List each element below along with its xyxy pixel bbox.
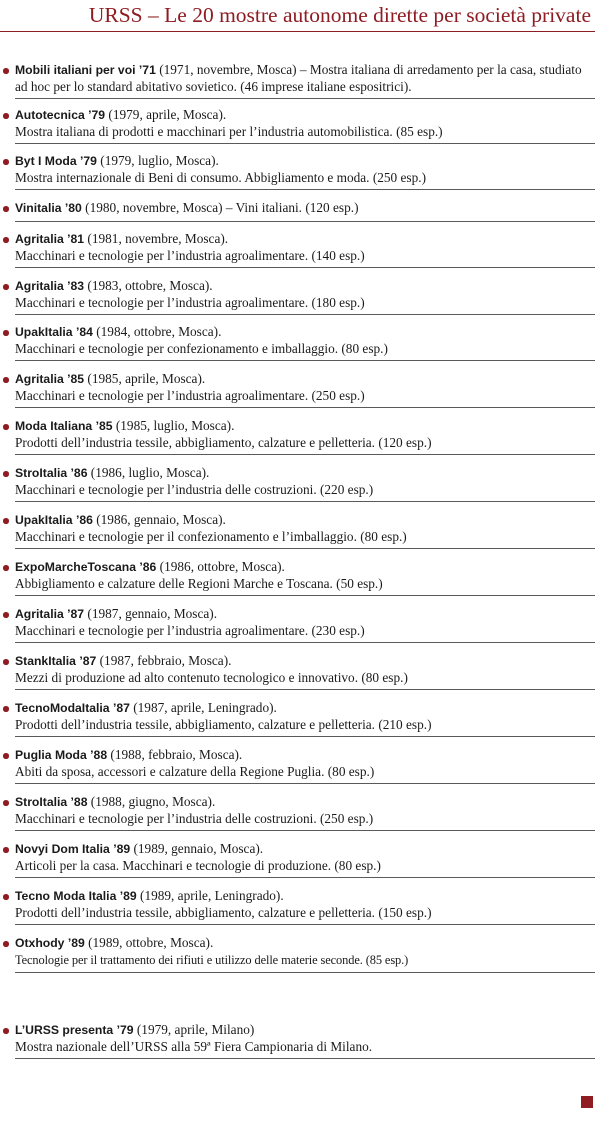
exhibition-description: Articoli per la casa. Macchinari e tecnologie di produzione. (80 esp.): [15, 857, 381, 873]
exhibition-name: UpakItalia ’86: [15, 513, 93, 527]
exhibition-name: StroItalia ’86: [15, 466, 88, 480]
bullet-icon: [3, 659, 9, 665]
title-divider: [0, 31, 595, 32]
exhibition-name: Vinitalia ’80: [15, 201, 82, 215]
exhibition-entry: [15, 418, 595, 455]
exhibition-date-place: (1987, aprile, Leningrado).: [129, 700, 277, 715]
exhibition-date-place: (1989, ottobre, Mosca).: [84, 935, 214, 950]
bullet-icon: [3, 377, 9, 383]
bullet-icon: [3, 159, 9, 165]
exhibition-name: TecnoModaItalia ’87: [15, 701, 130, 715]
exhibition-date-place: (1983, ottobre, Mosca).: [84, 278, 213, 293]
exhibition-description: Abbigliamento e calzature delle Regioni Marche e Toscana. (50 esp.): [15, 575, 383, 591]
exhibition-description: Macchinari e tecnologie per l’industria agroalimentare. (180 esp.): [15, 294, 365, 310]
exhibition-entry: [15, 700, 595, 737]
end-of-section-mark: [581, 1096, 593, 1108]
exhibition-date-place: (1988, giugno, Mosca).: [87, 794, 216, 809]
exhibition-date-place: (1987, gennaio, Mosca).: [84, 606, 218, 621]
exhibition-date-place: (1986, gennaio, Mosca).: [92, 512, 226, 527]
exhibition-date-place: (1986, ottobre, Mosca).: [156, 559, 285, 574]
bullet-icon: [3, 847, 9, 853]
bullet-icon: [3, 753, 9, 759]
exhibition-name: Moda Italiana ’85: [15, 419, 113, 433]
exhibition-entry: [15, 465, 595, 502]
exhibition-name: Autotecnica ’79: [15, 108, 106, 122]
exhibition-name: Mobili italiani per voi ’71: [15, 63, 156, 77]
exhibition-date-place: (1971, novembre, Mosca) –: [155, 62, 310, 77]
bullet-icon: [3, 330, 9, 336]
bullet-icon: [3, 1028, 9, 1034]
exhibition-entry: [15, 512, 595, 549]
exhibition-name: StankItalia ’87: [15, 654, 97, 668]
exhibition-name: Tecno Moda Italia ’89: [15, 889, 137, 903]
exhibition-description: Abiti da sposa, accessori e calzature della Regione Puglia. (80 esp.): [15, 763, 375, 779]
exhibition-name: Agritalia ’87: [15, 607, 85, 621]
exhibition-name: L’URSS presenta ’79: [15, 1023, 134, 1037]
exhibition-description: Tecnologie per il trattamento dei rifiuti e utilizzo delle materie seconde. (85 esp.): [15, 952, 409, 967]
exhibition-entry: [15, 747, 595, 784]
bullet-icon: [3, 941, 9, 947]
exhibition-name: UpakItalia ’84: [15, 325, 93, 339]
exhibition-description: Macchinari e tecnologie per l’industria agroalimentare. (250 esp.): [15, 387, 365, 403]
exhibition-entry: [15, 107, 595, 144]
page-title: URSS – Le 20 mostre autonome dirette per società private: [88, 3, 591, 27]
exhibition-name: Puglia Moda ’88: [15, 748, 108, 762]
exhibition-description: Mostra nazionale dell’URSS alla 59ª Fiera Campionaria di Milano.: [15, 1038, 373, 1054]
exhibition-entry: [15, 153, 595, 190]
exhibition-entry: [15, 794, 595, 831]
exhibition-date-place: (1985, luglio, Mosca).: [112, 418, 235, 433]
exhibition-entry: [15, 1022, 595, 1059]
exhibition-date-place: (1985, aprile, Mosca).: [84, 371, 206, 386]
exhibition-entry: [15, 841, 595, 878]
exhibition-entry: [15, 324, 595, 361]
exhibition-entry: [15, 559, 595, 596]
exhibition-name: Byt I Moda ’79: [15, 154, 97, 168]
exhibition-date-place: (1980, novembre, Mosca) –: [81, 200, 236, 215]
exhibition-description: Prodotti dell’industria tessile, abbigliamento, calzature e pelletteria. (120 esp.): [15, 434, 432, 450]
exhibition-date-place: (1987, febbraio, Mosca).: [96, 653, 232, 668]
exhibition-date-place: (1979, luglio, Mosca).: [96, 153, 219, 168]
bullet-icon: [3, 800, 9, 806]
exhibition-entry: [15, 62, 595, 99]
exhibition-entry: [15, 888, 595, 925]
exhibition-date-place: (1979, aprile, Mosca).: [105, 107, 227, 122]
exhibition-date-place: (1989, aprile, Leningrado).: [136, 888, 284, 903]
exhibition-name: Agritalia ’83: [15, 279, 85, 293]
exhibition-entry: [15, 200, 595, 222]
exhibition-entry: [15, 653, 595, 690]
exhibition-date-place: (1988, febbraio, Mosca).: [107, 747, 243, 762]
exhibition-description: Prodotti dell’industria tessile, abbigliamento, calzature e pelletteria. (150 esp.): [15, 904, 432, 920]
bullet-icon: [3, 518, 9, 524]
bullet-icon: [3, 113, 9, 119]
exhibition-description: Mezzi di produzione ad alto contenuto tecnologico e innovativo. (80 esp.): [15, 669, 408, 685]
exhibition-name: ExpoMarcheToscana ’86: [15, 560, 157, 574]
exhibition-date-place: (1986, luglio, Mosca).: [87, 465, 210, 480]
exhibition-description: Mostra italiana di arredamento per la casa, studiato ad hoc per lo standard abitativo sovietico. (46 imprese italiane espositrici).: [15, 62, 582, 94]
bullet-icon: [3, 565, 9, 571]
bullet-icon: [3, 284, 9, 290]
exhibition-description: Macchinari e tecnologie per il confezionamento e l’imballaggio. (80 esp.): [15, 528, 407, 544]
exhibition-description: Macchinari e tecnologie per l’industria agroalimentare. (140 esp.): [15, 247, 365, 263]
bullet-icon: [3, 206, 9, 212]
exhibition-description: Prodotti dell’industria tessile, abbigliamento, calzature e pelletteria. (210 esp.): [15, 716, 432, 732]
exhibition-description: Macchinari e tecnologie per l’industria delle costruzioni. (250 esp.): [15, 810, 374, 826]
exhibition-description: Mostra italiana di prodotti e macchinari per l’industria automobilistica. (85 esp.): [15, 123, 443, 139]
exhibition-date-place: (1984, ottobre, Mosca).: [92, 324, 222, 339]
exhibition-name: StroItalia ’88: [15, 795, 88, 809]
exhibition-description: Vini italiani. (120 esp.): [235, 200, 359, 215]
exhibition-description: Macchinari e tecnologie per l’industria agroalimentare. (230 esp.): [15, 622, 365, 638]
exhibition-description: Macchinari e tecnologie per l’industria delle costruzioni. (220 esp.): [15, 481, 374, 497]
exhibition-date-place: (1979, aprile, Milano): [133, 1022, 255, 1037]
exhibition-name: Novyi Dom Italia ’89: [15, 842, 131, 856]
bullet-icon: [3, 706, 9, 712]
exhibition-date-place: (1989, gennaio, Mosca).: [130, 841, 264, 856]
bullet-icon: [3, 612, 9, 618]
bullet-icon: [3, 424, 9, 430]
bullet-icon: [3, 894, 9, 900]
exhibition-name: Otxhody ’89: [15, 936, 85, 950]
exhibition-entry: [15, 935, 595, 973]
bullet-icon: [3, 237, 9, 243]
bullet-icon: [3, 471, 9, 477]
exhibition-entry: [15, 278, 595, 315]
exhibition-name: Agritalia ’81: [15, 232, 85, 246]
exhibition-entry: [15, 606, 595, 643]
exhibition-name: Agritalia ’85: [15, 372, 85, 386]
exhibition-entry: [15, 231, 595, 268]
exhibition-description: Macchinari e tecnologie per confezionamento e imballaggio. (80 esp.): [15, 340, 388, 356]
exhibition-entry: [15, 371, 595, 408]
bullet-icon: [3, 68, 9, 74]
exhibition-description: Mostra internazionale di Beni di consumo. Abbigliamento e moda. (250 esp.): [15, 169, 427, 185]
exhibition-date-place: (1981, novembre, Mosca).: [84, 231, 229, 246]
